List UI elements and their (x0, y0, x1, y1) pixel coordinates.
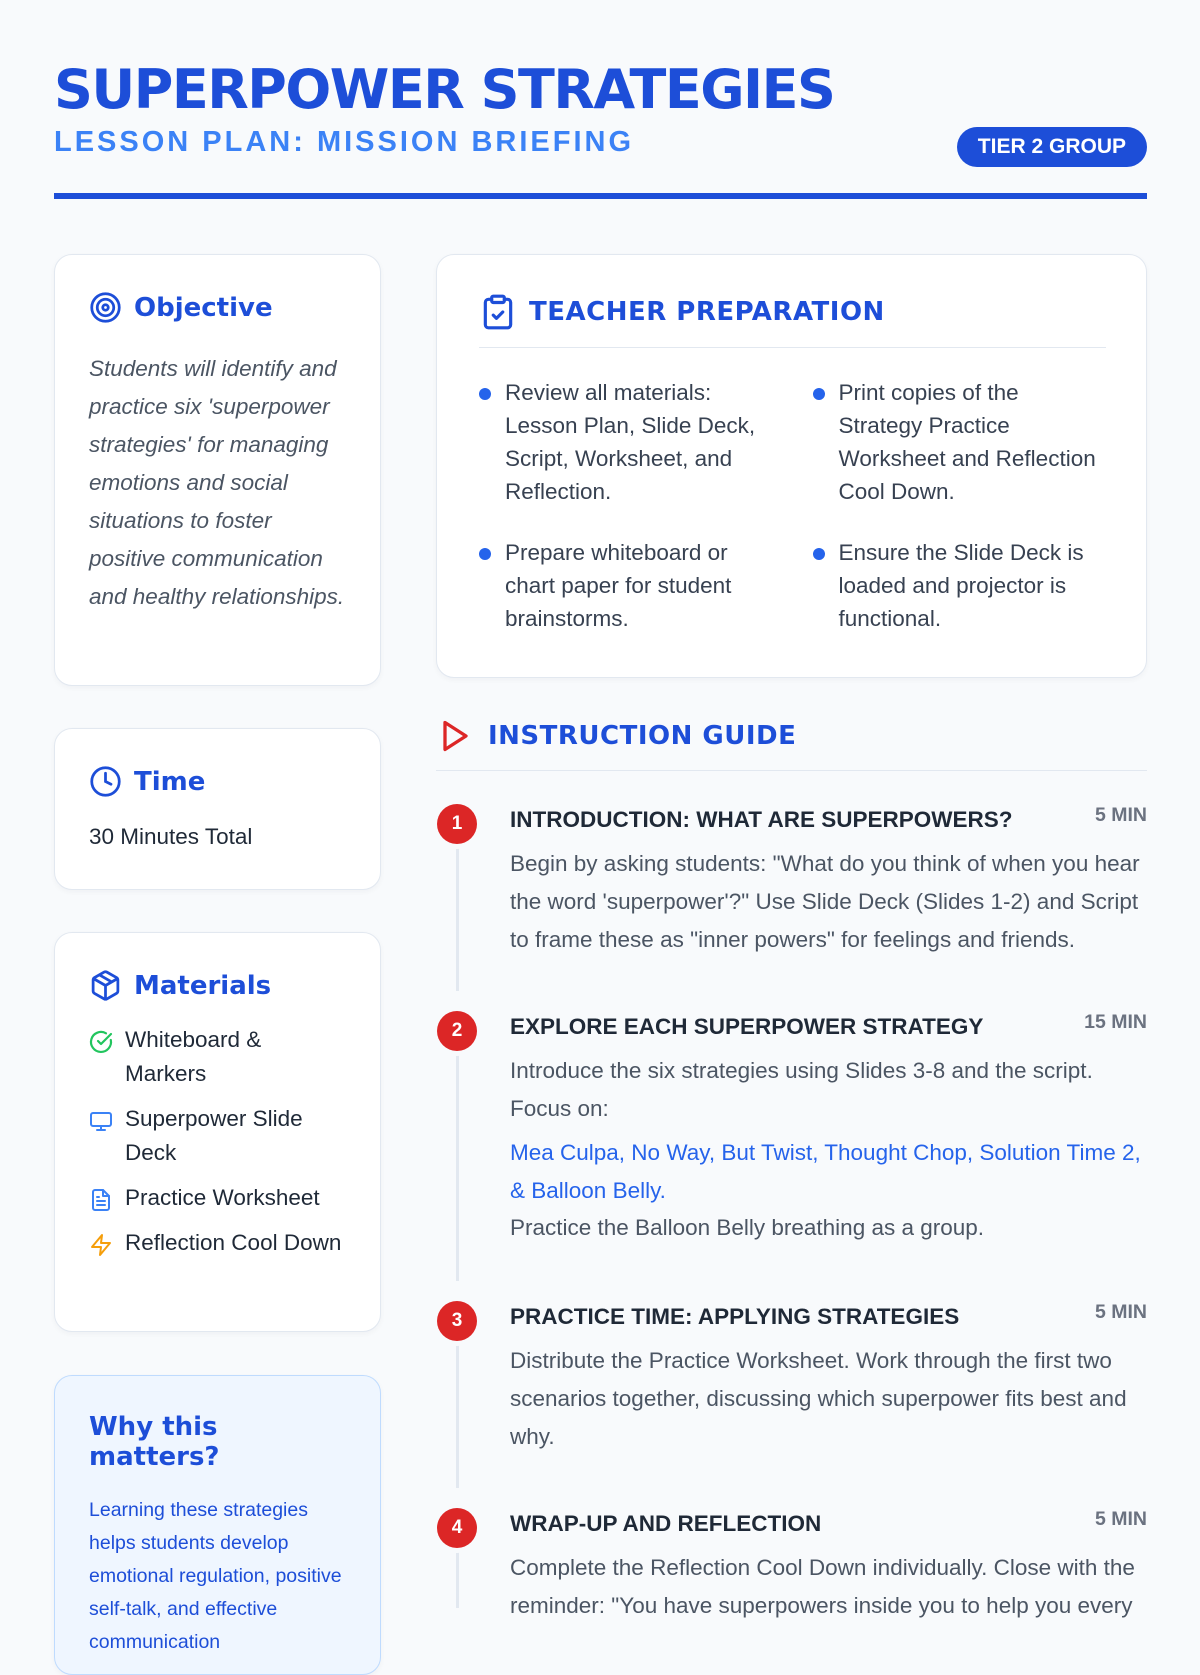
step-title: EXPLORE EACH SUPERPOWER STRATEGY (510, 1014, 984, 1039)
step-duration: 15 MIN (1084, 1011, 1147, 1033)
materials-list (89, 1026, 346, 1260)
lesson-plan-page (54, 0, 1147, 1653)
objective-card (54, 254, 381, 686)
step-text: Introduce the six strategies using Slides 3-8 and the script. Focus on: (510, 1058, 1093, 1121)
bullet-dot (479, 548, 491, 560)
bullet-dot (813, 388, 825, 400)
document-icon (89, 1188, 113, 1212)
prep-item-text: Print copies of the Strategy Practice Worksheet and Reflection Cool Down. (838, 380, 1096, 504)
list-item (89, 1105, 346, 1170)
bullet-dot (479, 388, 491, 400)
step-text: Begin by asking students: "What do you think of when you hear the word 'superpower'?" Use Slide Deck (Slides 1-2) and Script to frame these as "inner powers" for feelings and friends. (510, 851, 1140, 952)
clock-icon (89, 765, 122, 798)
step-text: Complete the Reflection Cool Down individually. Close with the reminder: "You have superpowers inside you to help you every (510, 1555, 1135, 1618)
objective-title: Objective (134, 292, 273, 323)
prep-item-text: Ensure the Slide Deck is loaded and projector is functional. (838, 540, 1084, 631)
step-title: INTRODUCTION: WHAT ARE SUPERPOWERS? (510, 807, 1013, 832)
teacher-prep-card (436, 254, 1147, 678)
list-item (89, 1229, 346, 1260)
step-duration: 5 MIN (1094, 1508, 1147, 1530)
why-card (54, 1375, 381, 1675)
box-icon (89, 969, 122, 1002)
page-subtitle: LESSON PLAN: MISSION BRIEFING (54, 126, 635, 158)
list-item (813, 536, 1107, 635)
why-text: Learning these strategies helps students develop emotional regulation, positive self-talk, and effective communication (89, 1499, 342, 1653)
list-item (479, 536, 773, 635)
header-divider (54, 193, 1147, 199)
step-title: WRAP-UP AND REFLECTION (510, 1511, 822, 1536)
tier-badge: TIER 2 GROUP (957, 127, 1147, 167)
step-text: Distribute the Practice Worksheet. Work through the first two scenarios together, discussing which superpower fits best and why. (510, 1348, 1127, 1449)
step-duration: 5 MIN (1094, 804, 1147, 826)
step-header (510, 804, 1147, 833)
materials-card (54, 932, 381, 1332)
material-label: Practice Worksheet (125, 1185, 320, 1210)
step-1 (436, 804, 1147, 1011)
objective-text: Students will identify and practice six 'superpower strategies' for managing emotions and social situations to foster positive communication and healthy relationships. (89, 356, 345, 609)
instruction-guide-header (436, 718, 1147, 771)
monitor-icon (89, 1109, 113, 1133)
time-card (54, 728, 381, 890)
timeline-line (456, 1031, 459, 1281)
time-value: 30 Minutes Total (89, 824, 253, 849)
prep-title: TEACHER PREPARATION (529, 297, 885, 327)
objective-header (89, 291, 346, 324)
materials-title: Materials (134, 970, 272, 1001)
page-title: SUPERPOWER STRATEGIES (54, 58, 835, 121)
step-4 (436, 1508, 1147, 1628)
list-item (479, 376, 773, 508)
play-icon (436, 718, 472, 754)
step-header (510, 1508, 1147, 1537)
time-title: Time (134, 766, 206, 797)
bullet-dot (813, 548, 825, 560)
step-number: 4 (437, 1508, 477, 1548)
step-title: PRACTICE TIME: APPLYING STRATEGIES (510, 1304, 960, 1329)
step-2 (436, 1011, 1147, 1301)
material-label: Reflection Cool Down (125, 1230, 342, 1255)
prep-item-text: Review all materials: Lesson Plan, Slide Deck, Script, Worksheet, and Reflection. (505, 380, 756, 504)
instruction-guide-title: INSTRUCTION GUIDE (488, 721, 797, 751)
instruction-steps (436, 804, 1147, 1628)
list-item (813, 376, 1107, 508)
why-title: Why this matters? (89, 1412, 220, 1472)
material-label: Whiteboard & Markers (125, 1027, 262, 1086)
step-duration: 5 MIN (1094, 1301, 1147, 1323)
step-note: Practice the Balloon Belly breathing as a group. (510, 1215, 985, 1240)
materials-header (89, 969, 346, 1002)
step-header (510, 1011, 1147, 1040)
list-item (89, 1026, 346, 1091)
prep-item-text: Prepare whiteboard or chart paper for student brainstorms. (505, 540, 732, 631)
step-number: 3 (437, 1301, 477, 1341)
strategy-list: Mea Culpa, No Way, But Twist, Thought Chop, Solution Time 2, & Balloon Belly. (510, 1140, 1141, 1203)
prep-header (479, 293, 1106, 348)
target-icon (89, 291, 122, 324)
list-item (89, 1184, 346, 1215)
prep-list (479, 376, 1106, 635)
step-number: 1 (437, 804, 477, 844)
step-header (510, 1301, 1147, 1330)
step-3 (436, 1301, 1147, 1508)
timeline-line (456, 1321, 459, 1488)
lightning-icon (89, 1233, 113, 1257)
clipboard-check-icon (479, 293, 517, 331)
material-label: Superpower Slide Deck (125, 1106, 303, 1165)
check-circle-icon (89, 1030, 113, 1054)
time-header (89, 765, 346, 798)
step-number: 2 (437, 1011, 477, 1051)
timeline-line (456, 824, 459, 991)
